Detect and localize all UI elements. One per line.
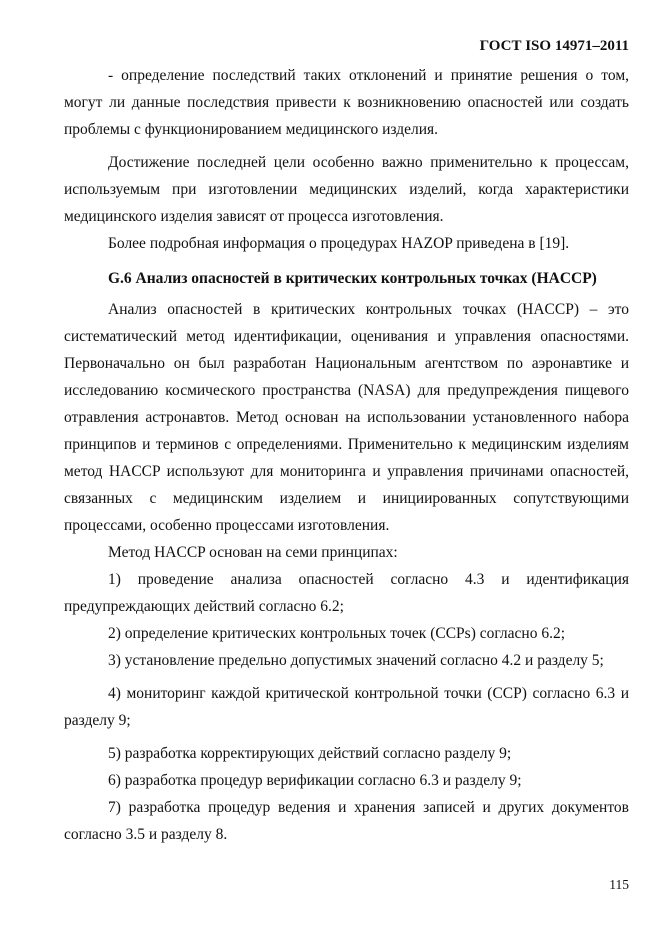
page-body <box>64 62 629 848</box>
list-item: 4) мониторинг каждой критической контрольной точки (CCP) согласно 6.3 и разделу 9; <box>64 685 629 729</box>
list-item: 5) разработка корректирующих действий согласно разделу 9; <box>108 745 512 762</box>
paragraph: Анализ опасностей в критических контрольных точках (HACCP) – это систематический метод идентификации, оценивания и управления опасностями. Первоначально он был разработан Национальным агентством по аэронавтике и исследованию космического пространства (NASA) для предупреждения пищевого отравления астронавтов. Метод основан на использовании установленного набора принципов и терминов с определениями. Применительно к медицинским изделиям метод HACCP используют для мониторинга и управления причинами опасностей, связанных с медицинским изделием и инициированных сопутствующими процессами, особенно процессами изготовления. <box>64 301 629 534</box>
paragraph: Метод HACCP основан на семи принципах: <box>108 544 398 561</box>
document-header: ГОСТ ISO 14971–2011 <box>479 38 629 54</box>
section-heading: G.6 Анализ опасностей в критических контрольных точках (HACCP) <box>108 270 597 287</box>
list-item: 7) разработка процедур ведения и хранения записей и других документов согласно 3.5 и разделу 8. <box>64 799 629 843</box>
paragraph: - определение последствий таких отклонений и принятие решения о том, могут ли данные последствия привести к возникновению опасностей или создать проблемы с функционированием медицинского изделия. <box>64 67 629 138</box>
list-item: 2) определение критических контрольных точек (CCPs) согласно 6.2; <box>108 625 566 642</box>
list-item: 3) установление предельно допустимых значений согласно 4.2 и разделу 5; <box>108 652 604 669</box>
list-item: 1) проведение анализа опасностей согласно 4.3 и идентификация предупреждающих действий согласно 6.2; <box>64 571 629 615</box>
paragraph: Достижение последней цели особенно важно применительно к процессам, используемым при изготовлении медицинских изделий, когда характеристики медицинского изделия зависят от процесса изготовления. <box>64 154 629 225</box>
paragraph: Более подробная информация о процедурах HAZOP приведена в [19]. <box>108 235 570 252</box>
page-number: 115 <box>609 877 629 892</box>
list-item: 6) разработка процедур верификации согласно 6.3 и разделу 9; <box>108 772 522 789</box>
